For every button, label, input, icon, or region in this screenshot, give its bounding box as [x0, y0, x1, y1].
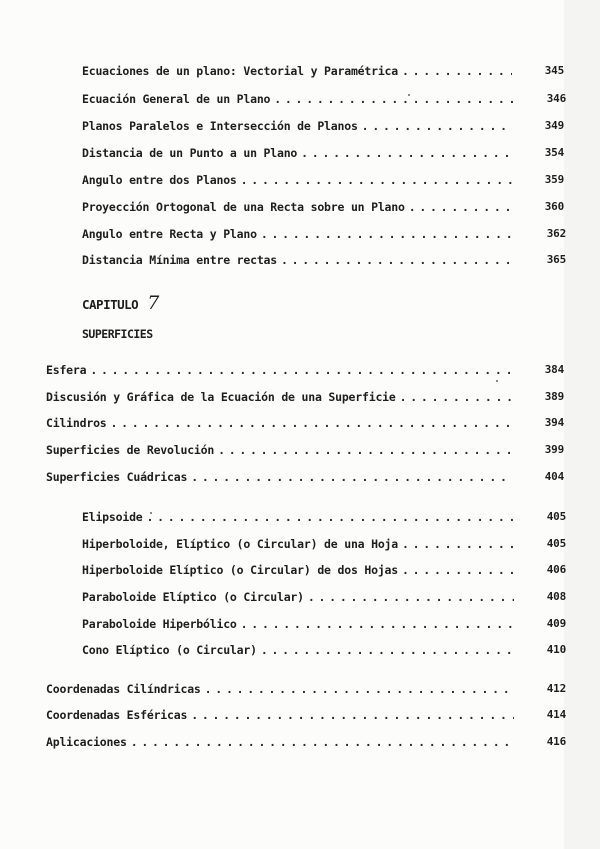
toc-entry-page: 414: [546, 708, 566, 721]
scan-speck: [496, 380, 498, 382]
toc-entry: [82, 253, 566, 273]
toc-entry: [82, 200, 564, 220]
toc-entry-title: Hiperboloide Elíptico (o Circular) de dos Hojas: [82, 563, 399, 577]
toc-entry: [82, 537, 566, 557]
toc-entry-page: 362: [546, 227, 566, 240]
dot-leader: [205, 682, 514, 696]
toc-entry-title: Angulo entre dos Planos: [82, 173, 237, 187]
toc-entry-page: 409: [546, 617, 566, 630]
toc-entry-title: Paraboloide Hiperbólico: [82, 617, 237, 631]
chapter-label: CAPITULO: [82, 297, 139, 312]
toc-entry-title: Distancia de un Punto a un Plano: [82, 146, 298, 160]
toc-entry: [82, 227, 566, 247]
dot-leader: [402, 563, 514, 577]
page-edge-shadow: [564, 0, 600, 849]
toc-entry-title: Coordenadas Cilíndricas: [46, 682, 201, 696]
toc-entry: [82, 617, 566, 637]
toc-entry-title: Superficies Cuádricas: [46, 470, 188, 484]
toc-entry-title: Paraboloide Elíptico (o Circular): [82, 590, 304, 604]
toc-entry-title: Planos Paralelos e Intersección de Planos: [82, 119, 358, 133]
toc-entry-title: Ecuación General de un Plano: [82, 92, 271, 106]
toc-entry: [46, 708, 566, 728]
toc-entry-page: 408: [546, 590, 566, 603]
toc-entry: [82, 64, 564, 84]
scan-speck: [150, 512, 152, 514]
toc-entry: [46, 390, 564, 410]
toc-entry-page: 354: [544, 146, 564, 159]
dot-leader: [409, 200, 512, 214]
toc-entry-page: 416: [546, 735, 566, 748]
dot-leader: [241, 617, 514, 631]
toc-entry: [46, 363, 564, 383]
toc-entry: [46, 735, 566, 755]
toc-entry: [46, 470, 564, 490]
dot-leader: [261, 227, 514, 241]
toc-entry: [82, 92, 566, 112]
toc-entry: [82, 146, 564, 166]
toc-entry-title: Coordenadas Esféricas: [46, 708, 188, 722]
dot-leader: [90, 363, 512, 377]
toc-entry: [46, 443, 564, 463]
toc-entry-title: Hiperboloide, Elíptico (o Circular) de una Hoja: [82, 537, 399, 551]
toc-entry-title: Cono Elíptico (o Circular): [82, 643, 257, 657]
toc-entry-page: 349: [544, 119, 564, 132]
dot-leader: [274, 92, 514, 106]
toc-entry-title: Elipsoide: [82, 510, 143, 524]
toc-entry-page: 399: [544, 443, 564, 456]
dot-leader: [241, 173, 512, 187]
toc-entry-title: Proyección Ortogonal de una Recta sobre un Plano: [82, 200, 405, 214]
toc-entry-page: 384: [544, 363, 564, 376]
toc-entry-page: 345: [544, 64, 564, 77]
dot-leader: [191, 708, 514, 722]
toc-entry: [82, 173, 564, 193]
toc-entry: [82, 510, 566, 530]
toc-entry-title: Angulo entre Recta y Plano: [82, 227, 257, 241]
toc-entry-title: Distancia Mínima entre rectas: [82, 253, 277, 267]
toc-entry-page: 360: [544, 200, 564, 213]
dot-leader: [281, 253, 514, 267]
toc-entry-title: Aplicaciones: [46, 735, 127, 749]
dot-leader: [218, 443, 512, 457]
toc-entry-page: 394: [544, 416, 564, 429]
toc-entry-title: Esfera: [46, 363, 87, 377]
toc-entry-page: 412: [546, 682, 566, 695]
dot-leader: [111, 416, 512, 430]
toc-entry: [82, 563, 566, 583]
dot-leader: [131, 735, 514, 749]
dot-leader: [362, 119, 512, 133]
section-title: SUPERFICIES: [82, 327, 153, 341]
toc-entry-page: 410: [546, 643, 566, 656]
toc-entry-page: 359: [544, 173, 564, 186]
toc-entry-page: 404: [544, 470, 564, 483]
toc-entry-title: Cilindros: [46, 416, 107, 430]
toc-entry-page: 405: [546, 510, 566, 523]
dot-leader: [191, 470, 512, 484]
toc-entry-page: 389: [544, 390, 564, 403]
toc-entry-page: 346: [546, 92, 566, 105]
dot-leader: [400, 390, 512, 404]
dot-leader: [301, 146, 512, 160]
dot-leader: [402, 64, 512, 78]
toc-entry: [46, 682, 566, 702]
dot-leader: [402, 537, 514, 551]
toc-entry-page: 405: [546, 537, 566, 550]
chapter-heading: [82, 292, 159, 314]
toc-entry: [82, 590, 566, 610]
toc-entry: [46, 416, 564, 436]
scan-speck: [408, 94, 410, 96]
dot-leader: [261, 643, 514, 657]
toc-entry: [82, 119, 564, 139]
toc-entry: [82, 643, 566, 663]
dot-leader: [308, 590, 514, 604]
toc-entry-page: 365: [546, 253, 566, 266]
dot-leader: [147, 510, 514, 524]
toc-entry-title: Superficies de Revolución: [46, 443, 215, 457]
toc-entry-title: Ecuaciones de un plano: Vectorial y Paramétrica: [82, 64, 399, 78]
chapter-number: 7: [147, 292, 159, 314]
toc-entry-page: 406: [546, 563, 566, 576]
toc-entry-title: Discusión y Gráfica de la Ecuación de una Superficie: [46, 390, 396, 404]
